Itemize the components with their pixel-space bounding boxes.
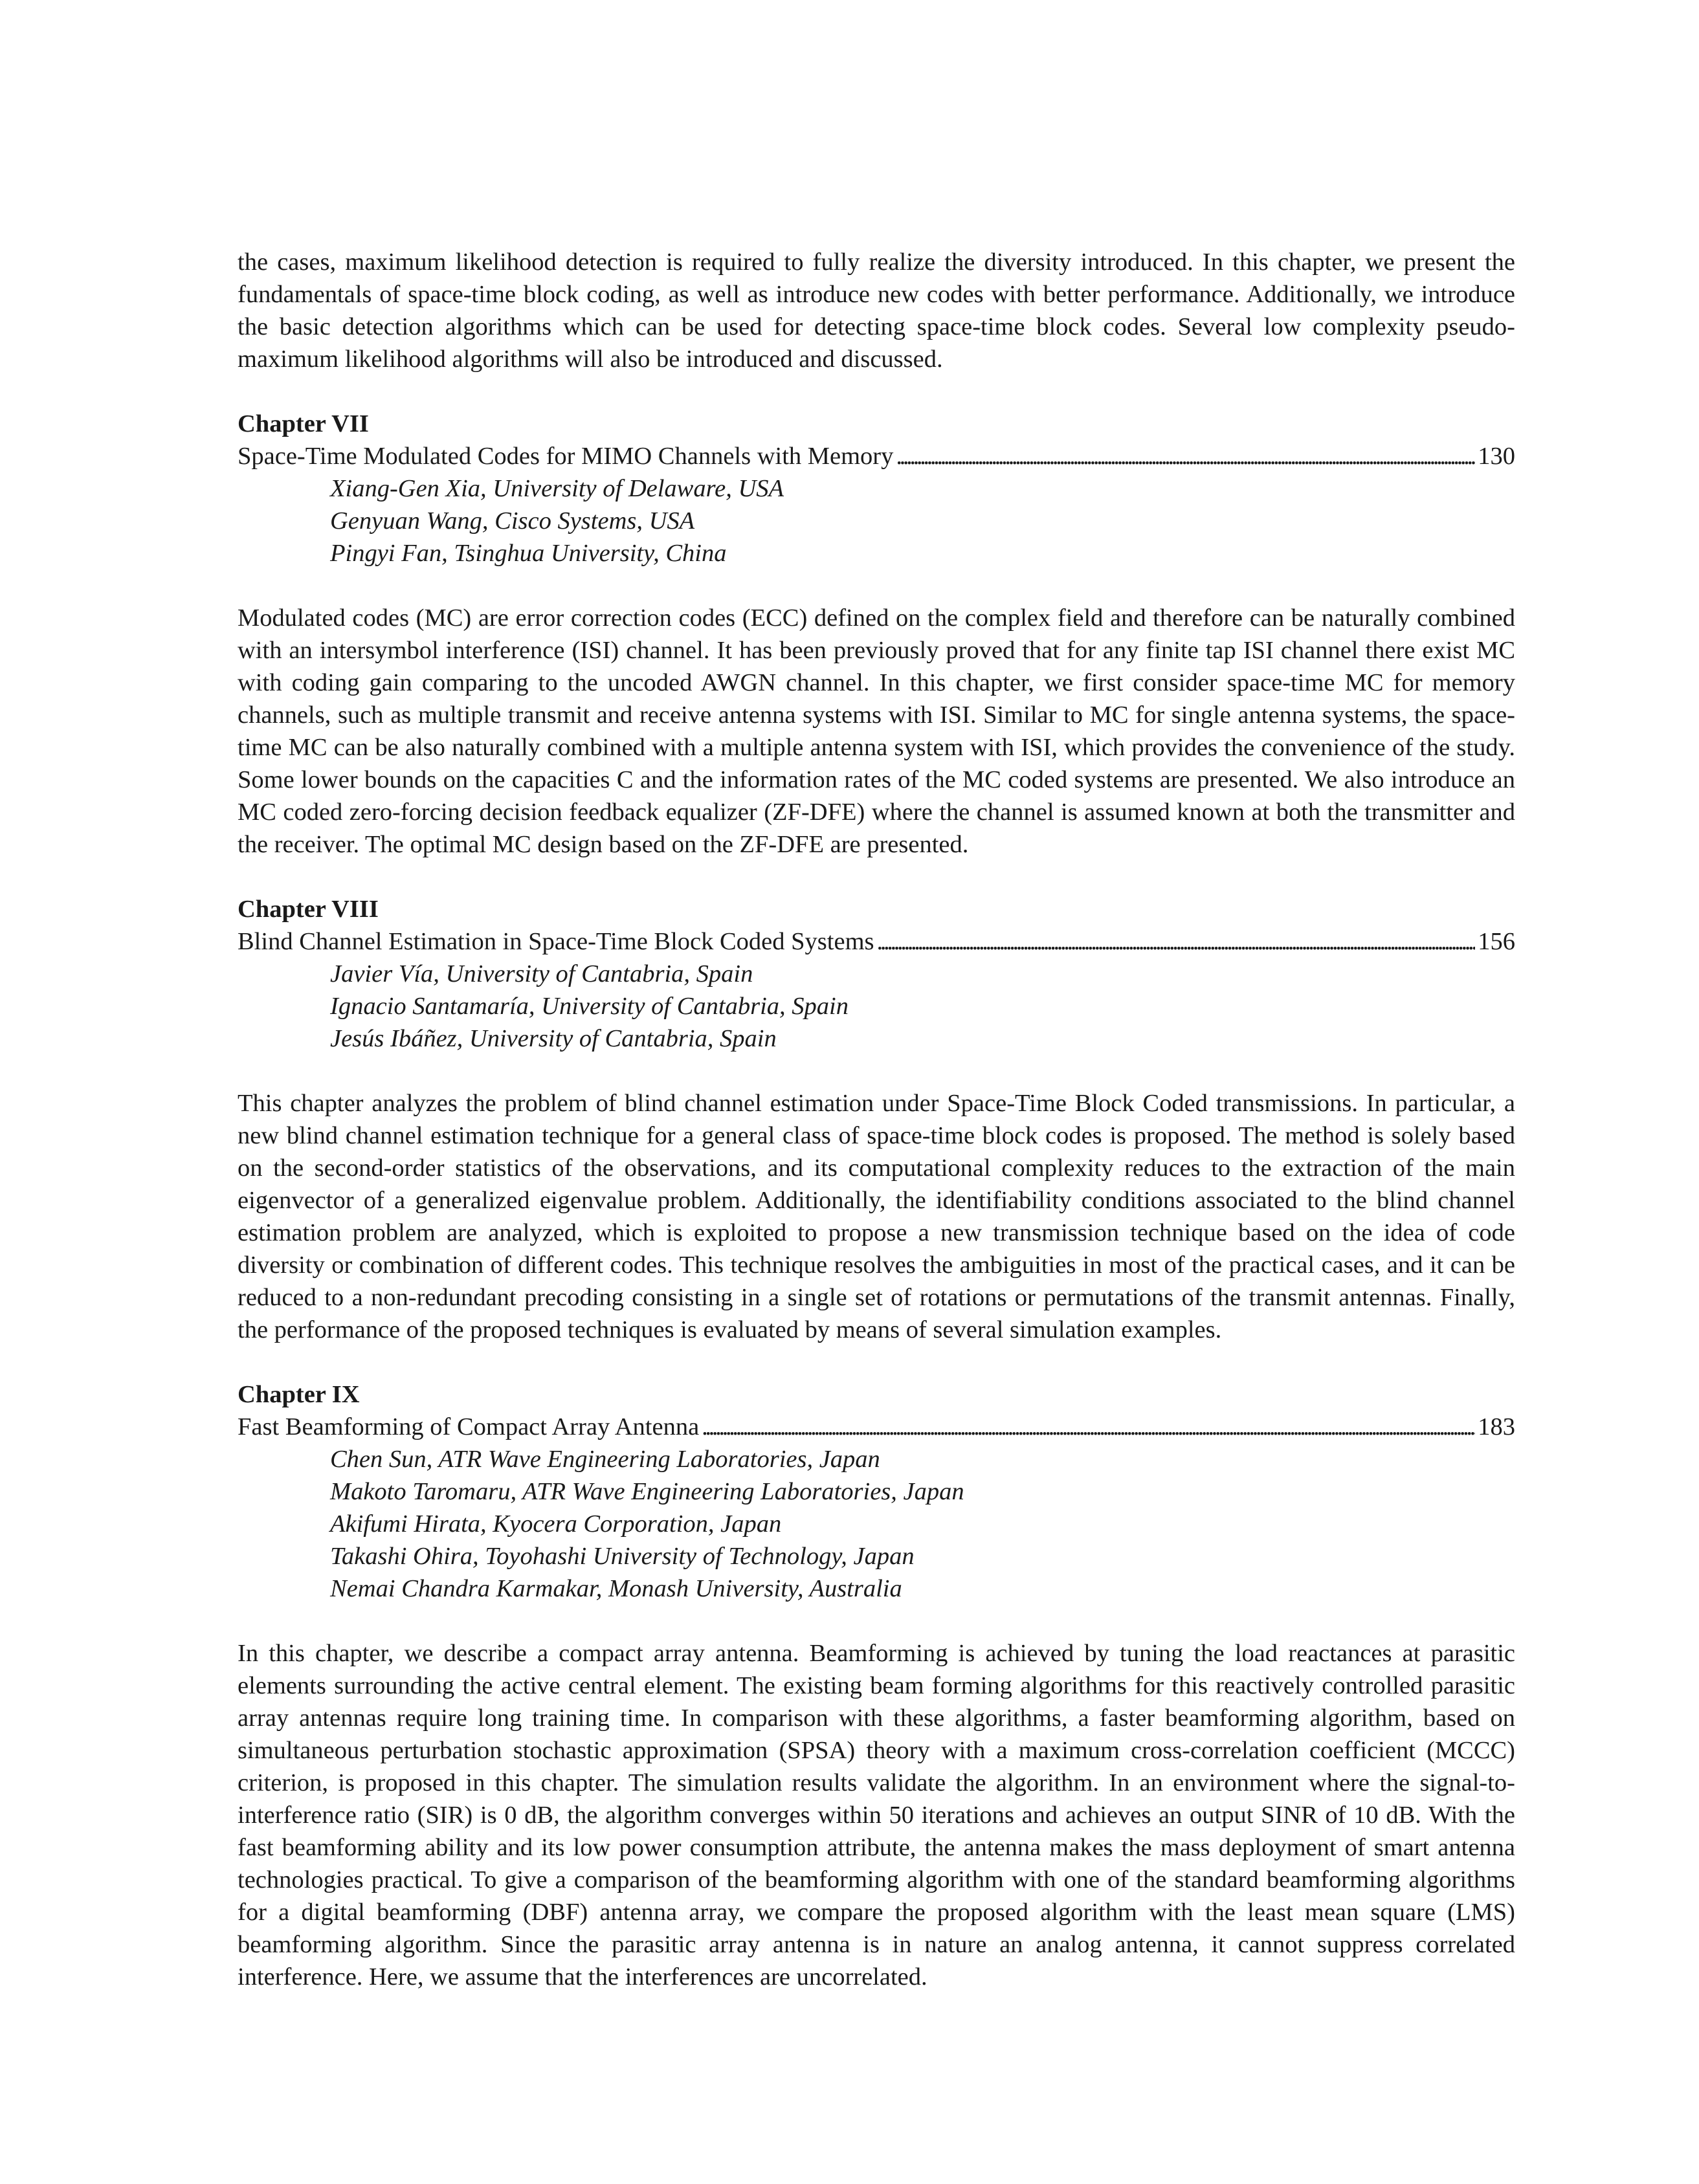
author: Makoto Taromaru, ATR Wave Engineering Laboratories, Japan	[330, 1478, 964, 1505]
author-list	[330, 1443, 1515, 1605]
author: Chen Sun, ATR Wave Engineering Laboratories, Japan	[330, 1446, 880, 1473]
toc-entry[interactable]	[238, 1411, 1515, 1443]
dot-leader	[702, 1411, 1475, 1443]
chapter-abstract: In this chapter, we describe a compact array antenna. Beamforming is achieved by tuning the load reactances at parasitic elements surrounding the active central element. The existing beam forming algorithms for this reactively controlled parasitic array antennas require long training time. In comparison with these algorithms, a faster beamforming algorithm, based on simultaneous perturbation stochastic approximation (SPSA) theory with a maximum cross-correlation coefficient (MCCC) criterion, is proposed in this chapter. The simulation results validate the algorithm. In an environment where the signal-to-interference ratio (SIR) is 0 dB, the algorithm converges within 50 iterations and achieves an output SINR of 10 dB. With the fast beamforming ability and its low power consumption attribute, the antenna makes the mass deployment of smart antenna technologies practical. To give a comparison of the beamforming algorithm with one of the standard beamforming algorithms for a digital beamforming (DBF) antenna array, we compare the proposed algorithm with the least mean square (LMS) beamforming algorithm. Since the parasitic array antenna is in nature an analog antenna, it cannot suppress correlated interference. Here, we assume that the interferences are uncorrelated.	[238, 1640, 1515, 1991]
author: Ignacio Santamaría, University of Cantabria, Spain	[330, 993, 849, 1020]
author: Takashi Ohira, Toyohashi University of Technology, Japan	[330, 1543, 915, 1570]
author: Genyuan Wang, Cisco Systems, USA	[330, 507, 695, 535]
chapter-title: Fast Beamforming of Compact Array Antenna	[238, 1413, 700, 1440]
author: Pingyi Fan, Tsinghua University, China	[330, 540, 727, 567]
chapter-abstract: Modulated codes (MC) are error correction codes (ECC) defined on the complex field and therefore can be naturally combined with an intersymbol interference (ISI) channel. It has been previously proved that for any finite tap ISI channel there exist MC with coding gain comparing to the uncoded AWGN channel. In this chapter, we first consider space-time MC for memory channels, such as multiple transmit and receive antenna systems with ISI. Similar to MC for single antenna systems, the space-time MC can be also naturally combined with a multiple antenna system with ISI, which provides the convenience of the study. Some lower bounds on the capacities C and the information rates of the MC coded systems are presented. We also introduce an MC coded zero-forcing decision feedback equalizer (ZF-DFE) where the channel is assumed known at both the transmitter and the receiver. The optimal MC design based on the ZF-DFE are presented.	[238, 604, 1515, 858]
chapter-label: Chapter IX	[238, 1381, 360, 1408]
chapter-abstract: This chapter analyzes the problem of blind channel estimation under Space-Time Block Coded transmissions. In particular, a new blind channel estimation technique for a general class of space-time block codes is proposed. The method is solely based on the second-order statistics of the observations, and its computational complexity reduces to the extraction of the main eigenvector of a generalized eigenvalue problem. Additionally, the identifiability conditions associated to the blind channel estimation problem are analyzed, which is exploited to propose a new transmission technique based on the idea of code diversity or combination of different codes. This technique resolves the ambiguities in most of the practical cases, and it can be reduced to a non-redundant precoding consisting in a single set of rotations or permutations of the transmit antennas. Finally, the performance of the proposed techniques is evaluated by means of several simulation examples.	[238, 1090, 1515, 1343]
toc-entry[interactable]	[238, 440, 1515, 472]
chapter-label: Chapter VIII	[238, 896, 379, 923]
page-number: 156	[1478, 928, 1515, 955]
author: Xiang-Gen Xia, University of Delaware, USA	[330, 475, 784, 502]
chapter-vii	[238, 408, 1515, 861]
author: Javier Vía, University of Cantabria, Spain	[330, 960, 753, 987]
toc-page	[238, 246, 1515, 2025]
dot-leader	[896, 440, 1475, 472]
chapter-viii	[238, 893, 1515, 1346]
intro-paragraph: the cases, maximum likelihood detection is required to fully realize the diversity introduced. In this chapter, we present the fundamentals of space-time block coding, as well as introduce new codes with better performance. Additionally, we introduce the basic detection algorithms which can be used for detecting space-time block codes. Several low complexity pseudo-maximum likelihood algorithms will also be introduced and discussed.	[238, 248, 1515, 373]
chapter-title: Blind Channel Estimation in Space-Time Block Coded Systems	[238, 928, 874, 955]
author-list	[330, 958, 1515, 1055]
author: Nemai Chandra Karmakar, Monash University, Australia	[330, 1575, 902, 1602]
chapter-ix	[238, 1378, 1515, 1993]
toc-entry[interactable]	[238, 925, 1515, 958]
author: Jesús Ibáñez, University of Cantabria, Spain	[330, 1025, 777, 1052]
author-list	[330, 472, 1515, 569]
dot-leader	[877, 925, 1476, 958]
page-number: 130	[1478, 443, 1515, 470]
author: Akifumi Hirata, Kyocera Corporation, Japan	[330, 1510, 782, 1538]
chapter-title: Space-Time Modulated Codes for MIMO Channels with Memory	[238, 443, 894, 470]
chapter-label: Chapter VII	[238, 410, 369, 437]
page-number: 183	[1478, 1413, 1515, 1440]
